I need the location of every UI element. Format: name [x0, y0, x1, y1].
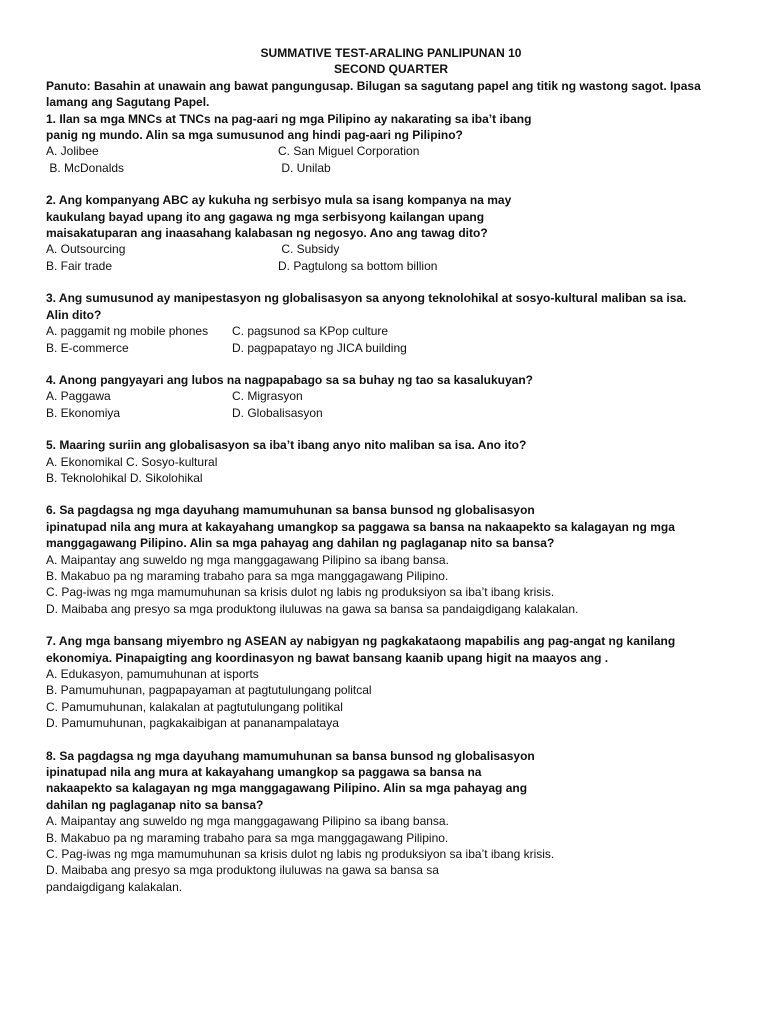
test-title: SUMMATIVE TEST-ARALING PANLIPUNAN 10 [260, 46, 522, 60]
option-d: D. Pamumuhunan, pagkakaibigan at pananampalataya [46, 716, 339, 731]
option-d-continued: pandaigdigang kalakalan. [46, 879, 183, 894]
stem-line: Alin dito? [46, 307, 102, 322]
question-6 [46, 502, 736, 617]
option-d: D. Maibaba ang presyo sa mga produktong iluluwas na gawa sa bansa sa [46, 863, 439, 878]
stem-line: ipinatupad nila ang mura at kakayahang umangkop sa paggawa sa bansa na nakaapekto sa kalagayan ng mga [46, 519, 675, 534]
stem-line: nakaapekto sa kalagayan ng mga manggagawang Pilipino. Alin sa mga pahayag ang [46, 781, 528, 796]
option-b: B. Makabuo pa ng maraming trabaho para sa mga manggagawang Pilipino. [46, 568, 449, 583]
question-5 [46, 437, 736, 486]
quarter-title: SECOND QUARTER [333, 62, 448, 77]
question-1 [46, 111, 736, 177]
question-stem [46, 192, 736, 241]
stem-line: 2. Ang kompanyang ABC ay kukuha ng serbisyo mula sa isang kompanya na may [46, 193, 512, 208]
option-line: B. Teknolohikal D. Sikolohikal [46, 470, 203, 485]
option-a: A. Maipantay ang suweldo ng mga manggagawang Pilipino sa ibang bansa. [46, 814, 449, 829]
stem-line: 8. Sa pagdagsa ng mga dayuhang mamumuhunan sa bansa bunsod ng globalisasyon [46, 748, 535, 763]
option-c: C. Migrasyon [232, 389, 303, 404]
stem-line: kaukulang bayad upang ito ang gagawa ng mga serbisyong kailangan upang [46, 209, 485, 224]
answer-options [46, 388, 736, 421]
option-b: B. Fair trade [46, 258, 113, 273]
stem-line: dahilan ng paglaganap nito sa bansa? [46, 797, 264, 812]
option-a: A. Outsourcing [46, 242, 126, 257]
question-stem [46, 290, 736, 323]
option-c: C. pagsunod sa KPop culture [232, 324, 389, 339]
question-7 [46, 633, 736, 731]
option-c: C. Pag-iwas ng mga mamumuhunan sa krisis dulot ng labis ng produksiyon sa iba’t ibang krisis. [46, 847, 555, 862]
directions-line: Panuto: Basahin at unawain ang bawat pangungusap. Bilugan sa sagutang papel ang titik ng wastong sagot. Ipasa [46, 78, 701, 93]
option-d: D. Maibaba ang presyo sa mga produktong iluluwas na gawa sa bansa sa pandaigdigang kalakalan. [46, 601, 579, 616]
option-b: B. E-commerce [46, 340, 129, 355]
answer-options [46, 143, 736, 176]
option-a: A. Paggawa [46, 389, 111, 404]
stem-line: ekonomiya. Pinapaigting ang koordinasyon ng bawat bansang kaanib upang higit na maayos ang . [46, 650, 609, 665]
option-b: B. Ekonomiya [46, 405, 121, 420]
option-a: A. Edukasyon, pamumuhunan at isports [46, 667, 259, 681]
question-stem [46, 633, 736, 666]
question-stem [46, 372, 736, 388]
option-c: C. Pamumuhunan, kalakalan at pagtutulungang politikal [46, 699, 343, 714]
answer-options [46, 666, 736, 732]
answer-options [46, 241, 736, 274]
stem-line: 5. Maaring suriin ang globalisasyon sa iba’t ibang anyo nito maliban sa isa. Ano ito? [46, 438, 527, 453]
question-stem [46, 502, 736, 551]
option-c: C. San Miguel Corporation [278, 144, 420, 159]
stem-line: 1. Ilan sa mga MNCs at TNCs na pag-aari ng mga Pilipino ay nakarating sa iba’t ibang [46, 111, 532, 126]
question-3 [46, 290, 736, 356]
stem-line: 3. Ang sumusunod ay manipestasyon ng globalisasyon sa anyong teknolohikal at sosyo-kultural maliban sa isa. [46, 291, 687, 306]
option-d: D. Pagtulong sa bottom billion [278, 258, 438, 273]
answer-options [46, 323, 736, 356]
question-stem [46, 111, 736, 144]
option-b: B. Makabuo pa ng maraming trabaho para sa mga manggagawang Pilipino. [46, 830, 449, 845]
answer-options [46, 454, 736, 487]
stem-line: manggagawang Pilipino. Alin sa mga pahayag ang dahilan ng paglaganap nito sa bansa? [46, 536, 555, 551]
stem-line: 6. Sa pagdagsa ng mga dayuhang mamumuhunan sa bansa bunsod ng globalisasyon [46, 503, 535, 518]
question-stem [46, 748, 736, 814]
question-2 [46, 192, 736, 274]
option-d: D. pagpapatayo ng JICA building [232, 340, 407, 355]
option-b: B. Pamumuhunan, pagpapayaman at pagtutulungang politcal [46, 683, 372, 698]
option-c: C. Subsidy [278, 242, 340, 257]
option-d: D. Unilab [278, 160, 331, 175]
option-c: C. Pag-iwas ng mga mamumuhunan sa krisis dulot ng labis ng produksiyon sa iba’t ibang krisis. [46, 585, 555, 600]
directions-line: lamang ang Sagutang Papel. [46, 95, 210, 110]
option-d: D. Globalisasyon [232, 405, 323, 420]
option-a: A. paggamit ng mobile phones [46, 324, 209, 339]
option-a: A. Jolibee [46, 144, 99, 159]
stem-line: ipinatupad nila ang mura at kakayahang umangkop sa paggawa sa bansa na [46, 765, 482, 780]
stem-line: panig ng mundo. Alin sa mga sumusunod ang hindi pag-aari ng Pilipino? [46, 128, 463, 143]
option-line: A. Ekonomikal C. Sosyo-kultural [46, 454, 218, 469]
question-stem [46, 437, 736, 453]
stem-line: maisakatuparan ang inaasahang kalabasan ng negosyo. Ano ang tawag dito? [46, 226, 488, 241]
question-4 [46, 372, 736, 421]
stem-line: 7. Ang mga bansang miyembro ng ASEAN ay nabigyan ng pagkakataong mapabilis ang pag-angat ng kanilang [46, 634, 676, 649]
option-a: A. Maipantay ang suweldo ng mga manggagawang Pilipino sa ibang bansa. [46, 552, 449, 567]
answer-options [46, 813, 736, 895]
option-b: B. McDonalds [46, 160, 125, 175]
test-document [46, 45, 736, 895]
answer-options [46, 552, 736, 618]
question-8 [46, 748, 736, 896]
directions [46, 78, 736, 111]
stem-line: 4. Anong pangyayari ang lubos na nagpapabago sa sa buhay ng tao sa kasalukuyan? [46, 372, 534, 387]
